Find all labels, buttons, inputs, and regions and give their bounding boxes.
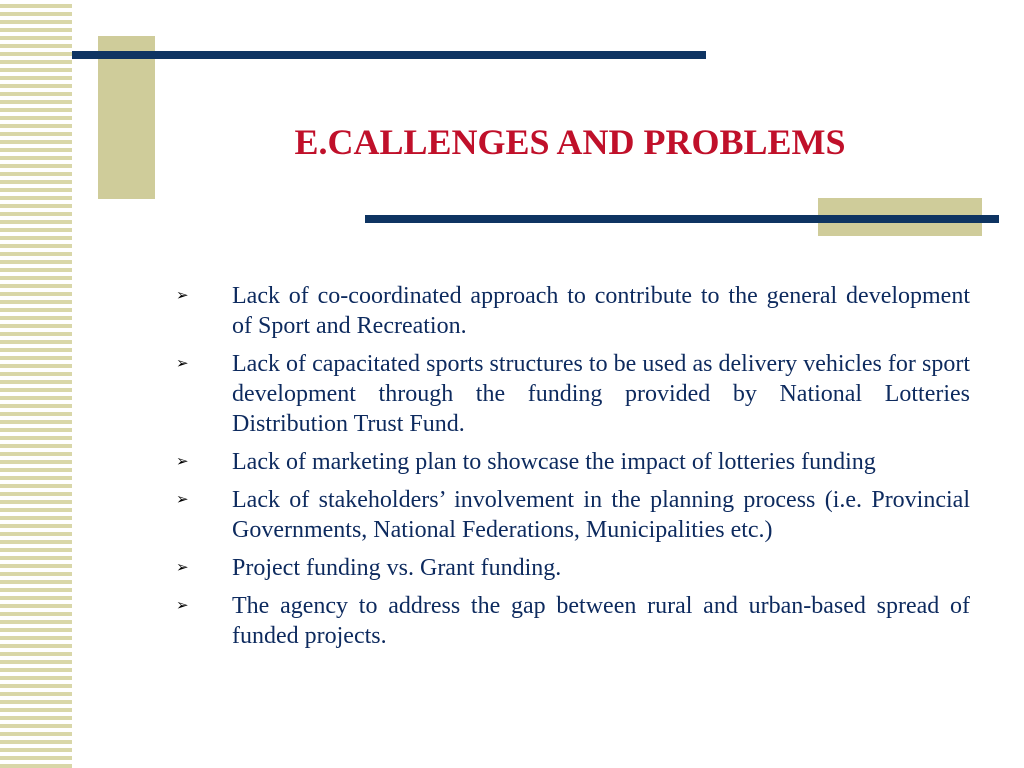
accent-block-top — [98, 36, 155, 199]
decorative-stripes — [0, 0, 72, 768]
arrow-bullet-icon: ➢ — [176, 454, 189, 470]
bullet-text: The agency to address the gap between rural and urban-based spread of funded projects. — [232, 593, 970, 649]
arrow-bullet-icon: ➢ — [176, 492, 189, 508]
arrow-bullet-icon: ➢ — [176, 598, 189, 614]
bullet-text: Project funding vs. Grant funding. — [232, 555, 562, 581]
bullet-item — [172, 281, 970, 341]
bullet-text: Lack of marketing plan to showcase the impact of lotteries funding — [232, 449, 876, 475]
bullet-item — [172, 447, 970, 477]
bullet-text: Lack of co-coordinated approach to contribute to the general development of Sport and Recreation. — [232, 283, 970, 339]
bullet-item — [172, 591, 970, 651]
bullet-text: Lack of capacitated sports structures to be used as delivery vehicles for sport development through the funding provided by National Lotteries Distribution Trust Fund. — [232, 351, 970, 437]
arrow-bullet-icon: ➢ — [176, 356, 189, 372]
bottom-rule — [365, 215, 999, 223]
arrow-bullet-icon: ➢ — [176, 560, 189, 576]
arrow-bullet-icon: ➢ — [176, 288, 189, 304]
bullet-item — [172, 349, 970, 439]
bullet-item — [172, 485, 970, 545]
bullet-text: Lack of stakeholders’ involvement in the planning process (i.e. Provincial Governments, National Federations, Municipalities etc.) — [232, 487, 970, 543]
slide-title: E.CALLENGES AND PROBLEMS — [294, 122, 846, 162]
bullet-list — [172, 281, 970, 659]
bullet-item — [172, 553, 970, 583]
top-rule — [72, 51, 706, 59]
